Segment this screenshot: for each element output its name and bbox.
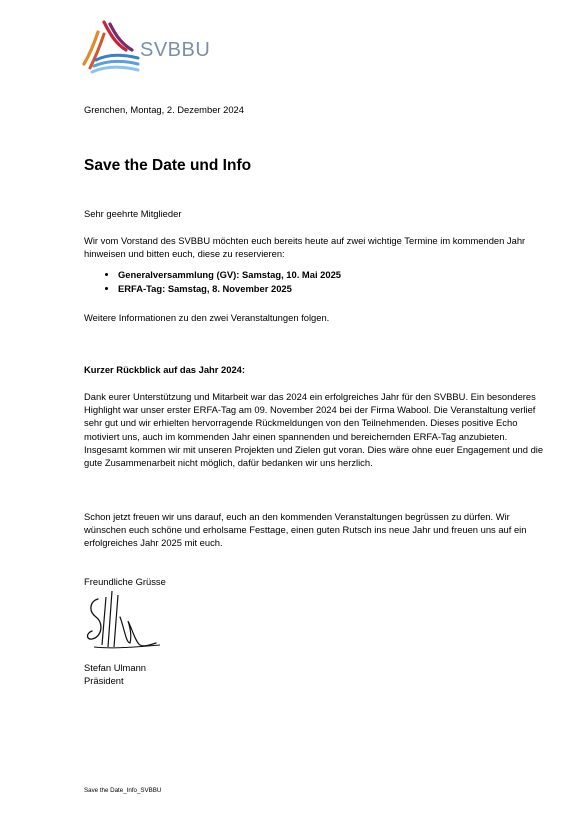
review-text-2: Insgesamt kommen wir mit unseren Projekten und Zielen gut voran. Dies wäre ohne euer Engagement und die gute Zusammenarbeit nicht möglich, dafür bedanken wir uns herzlich.	[84, 443, 544, 469]
intro-paragraph: Wir vom Vorstand des SVBBU möchten euch bereits heute auf zwei wichtige Termine im kommenden Jahr hinweisen und bitten euch, diese zu reservieren:	[84, 235, 526, 260]
svbbu-arcs-logo-icon	[82, 20, 140, 80]
signature-image	[84, 587, 174, 657]
review-paragraph	[84, 390, 554, 469]
date-line: Grenchen, Montag, 2. Dezember 2024	[84, 104, 244, 115]
list-item: • Generalversammlung (GV): Samstag, 10. Mai 2025	[118, 268, 341, 282]
footer-text: Save the Date_Info_SVBBU	[84, 787, 162, 794]
signer-name: Stefan Ulmann	[84, 662, 147, 673]
svbbu-logo	[82, 20, 222, 80]
dates-list	[84, 268, 341, 296]
logo-text: SVBBU	[140, 39, 211, 61]
review-heading: Kurzer Rückblick auf das Jahr 2024:	[84, 364, 246, 375]
more-info-paragraph: Weitere Informationen zu den zwei Veranstaltungen folgen.	[84, 312, 330, 323]
list-item: • ERFA-Tag: Samstag, 8. November 2025	[118, 282, 341, 296]
closing: Freundliche Grüsse	[84, 576, 166, 587]
outlook-paragraph: Schon jetzt freuen wir uns darauf, euch an den kommenden Veranstaltungen begrüssen zu dürfen. Wir wünschen euch schöne und erholsame Festtage, einen guten Rutsch ins neue Jahr und freuen uns auf ein erfolgreiches Jahr 2025 mit euch.	[84, 511, 527, 549]
signer-role: Präsident	[84, 675, 124, 686]
page-title: Save the Date und Info	[84, 157, 252, 174]
greeting: Sehr geehrte Mitglieder	[84, 208, 182, 219]
review-text: Dank eurer Unterstützung und Mitarbeit war das 2024 ein erfolgreiches Jahr für den SVBBU. Ein besonderes Highlight war unser erster ERFA-Tag am 09. November 2024 bei der Firma Wabool. Die Veranstaltung verlief sehr gut und wir erhielten hervorragende Rückmeldungen von den Teilnehmenden. Dieses positive Echo motiviert uns, auch im kommenden Jahr einen spannenden und bereichernden ERFA-Tag anzubieten.	[84, 391, 536, 442]
